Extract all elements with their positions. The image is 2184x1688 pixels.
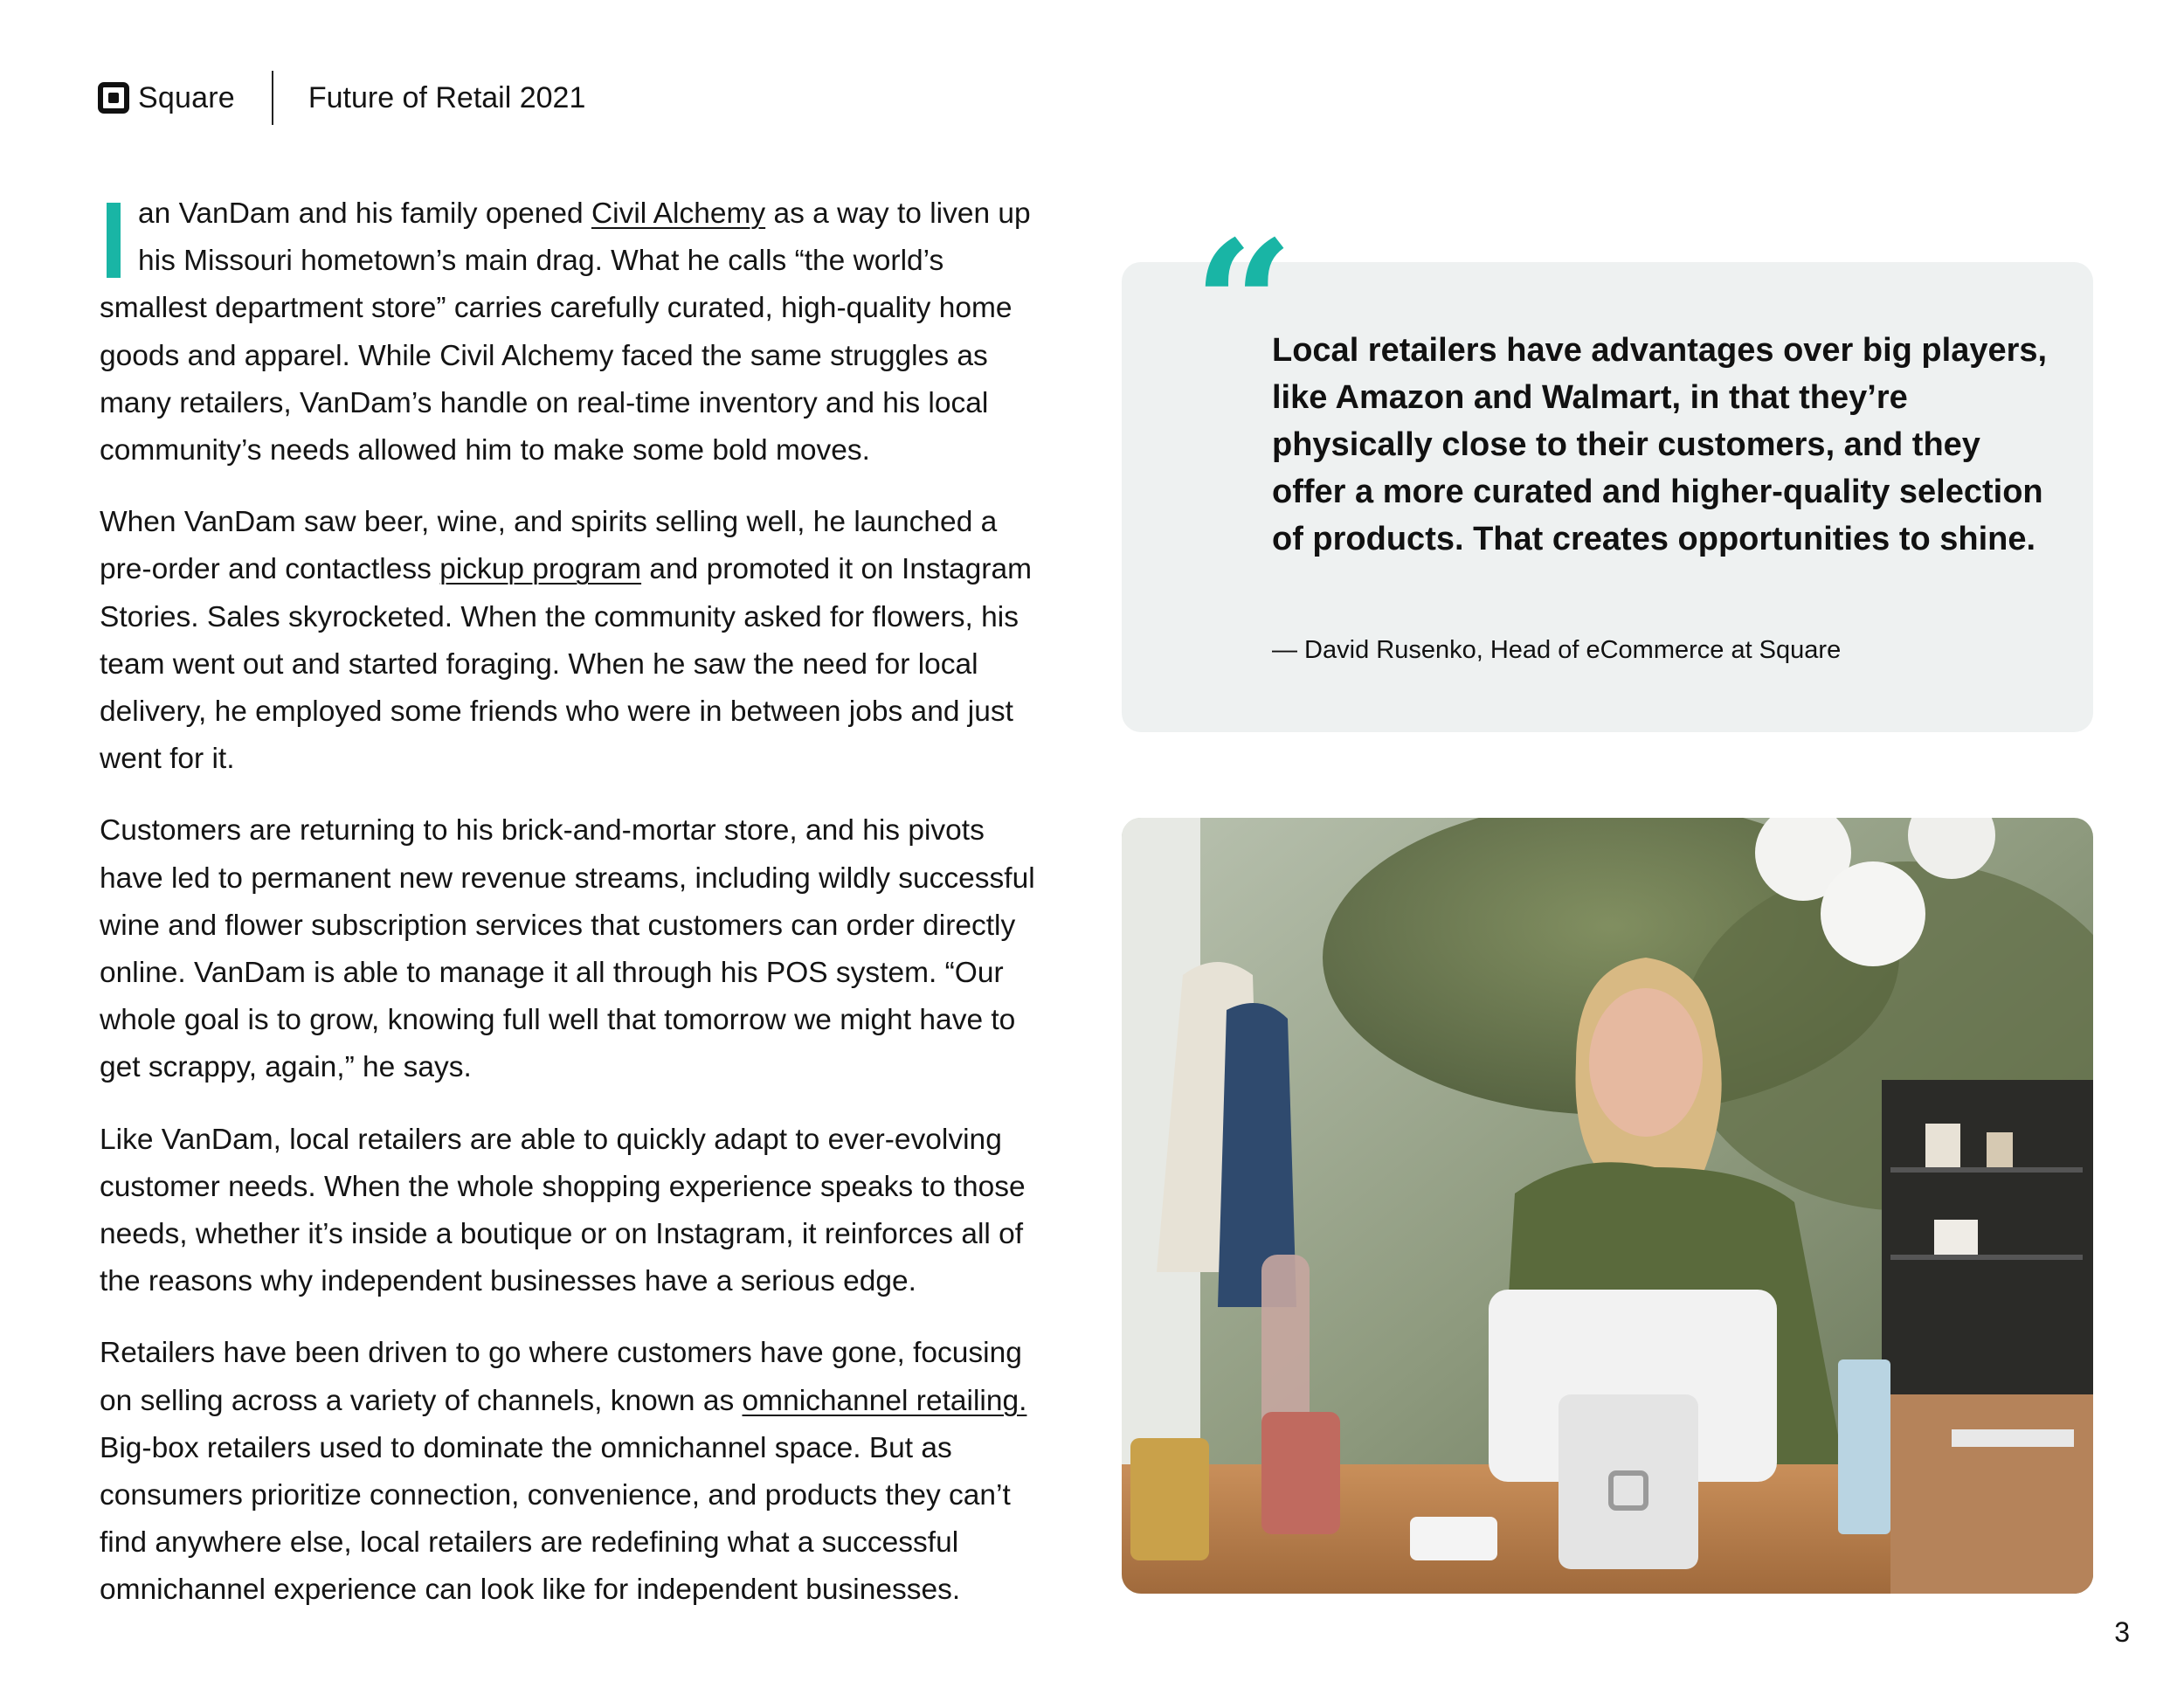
paragraph-2: [100, 499, 1052, 783]
paragraph-4: Like VanDam, local retailers are able to quickly adapt to ever-evolving customer needs. When the whole shopping experience speaks to those needs, whether it’s inside a boutique or on Instagram, it reinforces all of the reasons why independent businesses have a serious edge.: [100, 1123, 1026, 1298]
retail-checkout-photo: [1122, 818, 2093, 1594]
header-divider: [272, 71, 273, 125]
paragraph-1-text-a: an VanDam and his family opened: [138, 197, 591, 230]
pull-quote-text: Local retailers have advantages over big players, like Amazon and Walmart, in that they’re physically close to their customers, and they offer a more curated and higher-quality selection of products. That creates opportunities to shine.: [1272, 332, 2048, 557]
paragraph-5-text-b: Big-box retailers used to dominate the omnichannel space. But as consumers prioritize connection, convenience, and products they can’t find anywhere else, local retailers are redefining what a successful omnichannel experience can look like for independent businesses.: [100, 1431, 1011, 1607]
photo-illustration: [1122, 818, 2093, 1594]
quote-attribution: — David Rusenko, Head of eCommerce at Square: [1272, 636, 1842, 664]
brand-name: Square: [138, 80, 235, 114]
square-logo: [98, 81, 235, 115]
civil-alchemy-link[interactable]: Civil Alchemy: [591, 197, 766, 230]
square-logo-icon: [98, 82, 129, 114]
article-body: [100, 190, 1052, 1639]
paragraph-2-text-b: and promoted it on Instagram Stories. Sales skyrocketed. When the community asked for flowers, his team went out and started foraging. When he saw the need for local delivery, he employed some friends who were in between jobs and just went for it.: [100, 553, 1032, 776]
page-header: [98, 70, 585, 126]
drop-cap: [107, 203, 121, 278]
paragraph-5: [100, 1330, 1052, 1614]
omnichannel-retailing-link[interactable]: omnichannel retailing.: [742, 1384, 1027, 1417]
paragraph-3: Customers are returning to his brick-and-mortar store, and his pivots have led to permanent new revenue streams, including wildly successful wine and flower subscription services that customers can order directly online. VanDam is able to manage it all through his POS system. “Our whole goal is to grow, knowing full well that tomorrow we might have to get scrappy, again,” he says.: [100, 814, 1035, 1084]
paragraph-1: [100, 190, 1052, 474]
document-title: Future of Retail 2021: [308, 80, 586, 114]
paragraph-2-text-a: When VanDam saw beer, wine, and spirits selling well, he launched a pre-order and contactless: [100, 506, 998, 586]
paragraph-1-text-b: as a way to liven up his Missouri hometown’s main drag. What he calls “the world’s smallest department store” carries carefully curated, high-quality home goods and apparel. While Civil Alchemy faced the same struggles as many retailers, VanDam’s handle on real-time inventory and his local community’s needs allowed him to make some bold moves.: [100, 197, 1031, 467]
pickup-program-link[interactable]: pickup program: [439, 553, 642, 586]
page-number: 3: [2114, 1616, 2130, 1648]
quote-mark-icon: “: [1193, 203, 1295, 408]
paragraph-5-text-a: Retailers have been driven to go where customers have gone, focusing on selling across a variety of channels, known as: [100, 1337, 1022, 1417]
